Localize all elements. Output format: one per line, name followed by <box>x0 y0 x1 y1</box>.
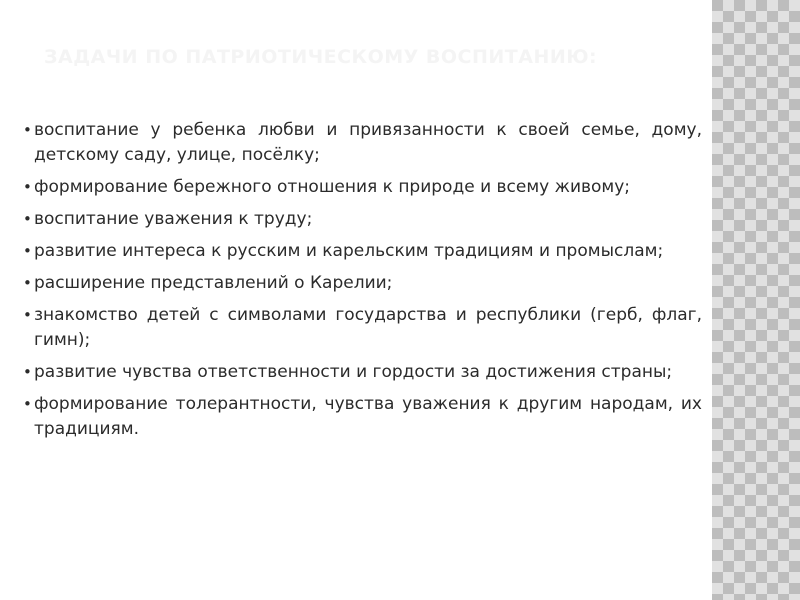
list-item <box>18 392 702 442</box>
bullet-icon: • <box>23 395 32 413</box>
bullet-icon: • <box>23 178 32 196</box>
list-item-text: знакомство детей с символами государства и республики (герб, флаг, гимн); <box>34 305 702 350</box>
task-list <box>18 118 702 449</box>
list-item-text: формирование толерантности, чувства уважения к другим народам, их традициям. <box>34 394 702 439</box>
list-item <box>18 360 702 385</box>
list-item-text: воспитание уважения к труду; <box>34 209 313 229</box>
list-item <box>18 303 702 353</box>
list-item-text: развитие интереса к русским и карельским традициям и промыслам; <box>34 241 664 261</box>
list-item <box>18 118 702 168</box>
list-item <box>18 271 702 296</box>
decorative-side-panel <box>712 0 800 600</box>
bullet-icon: • <box>23 242 32 260</box>
list-item-text: воспитание у ребенка любви и привязанности к своей семье, дому, детскому саду, улице, посёлку; <box>34 120 702 165</box>
slide-title: ЗАДАЧИ ПО ПАТРИОТИЧЕСКОМУ ВОСПИТАНИЮ: <box>44 46 598 68</box>
list-item-text: развитие чувства ответственности и гордости за достижения страны; <box>34 362 673 382</box>
list-item-text: формирование бережного отношения к природе и всему живому; <box>34 177 631 197</box>
bullet-icon: • <box>23 306 32 324</box>
bullet-icon: • <box>23 210 32 228</box>
list-item <box>18 239 702 264</box>
bullet-icon: • <box>23 121 32 139</box>
list-item-text: расширение представлений о Карелии; <box>34 273 393 293</box>
bullet-icon: • <box>23 363 32 381</box>
bullet-icon: • <box>23 274 32 292</box>
list-item <box>18 175 702 200</box>
list-item <box>18 207 702 232</box>
